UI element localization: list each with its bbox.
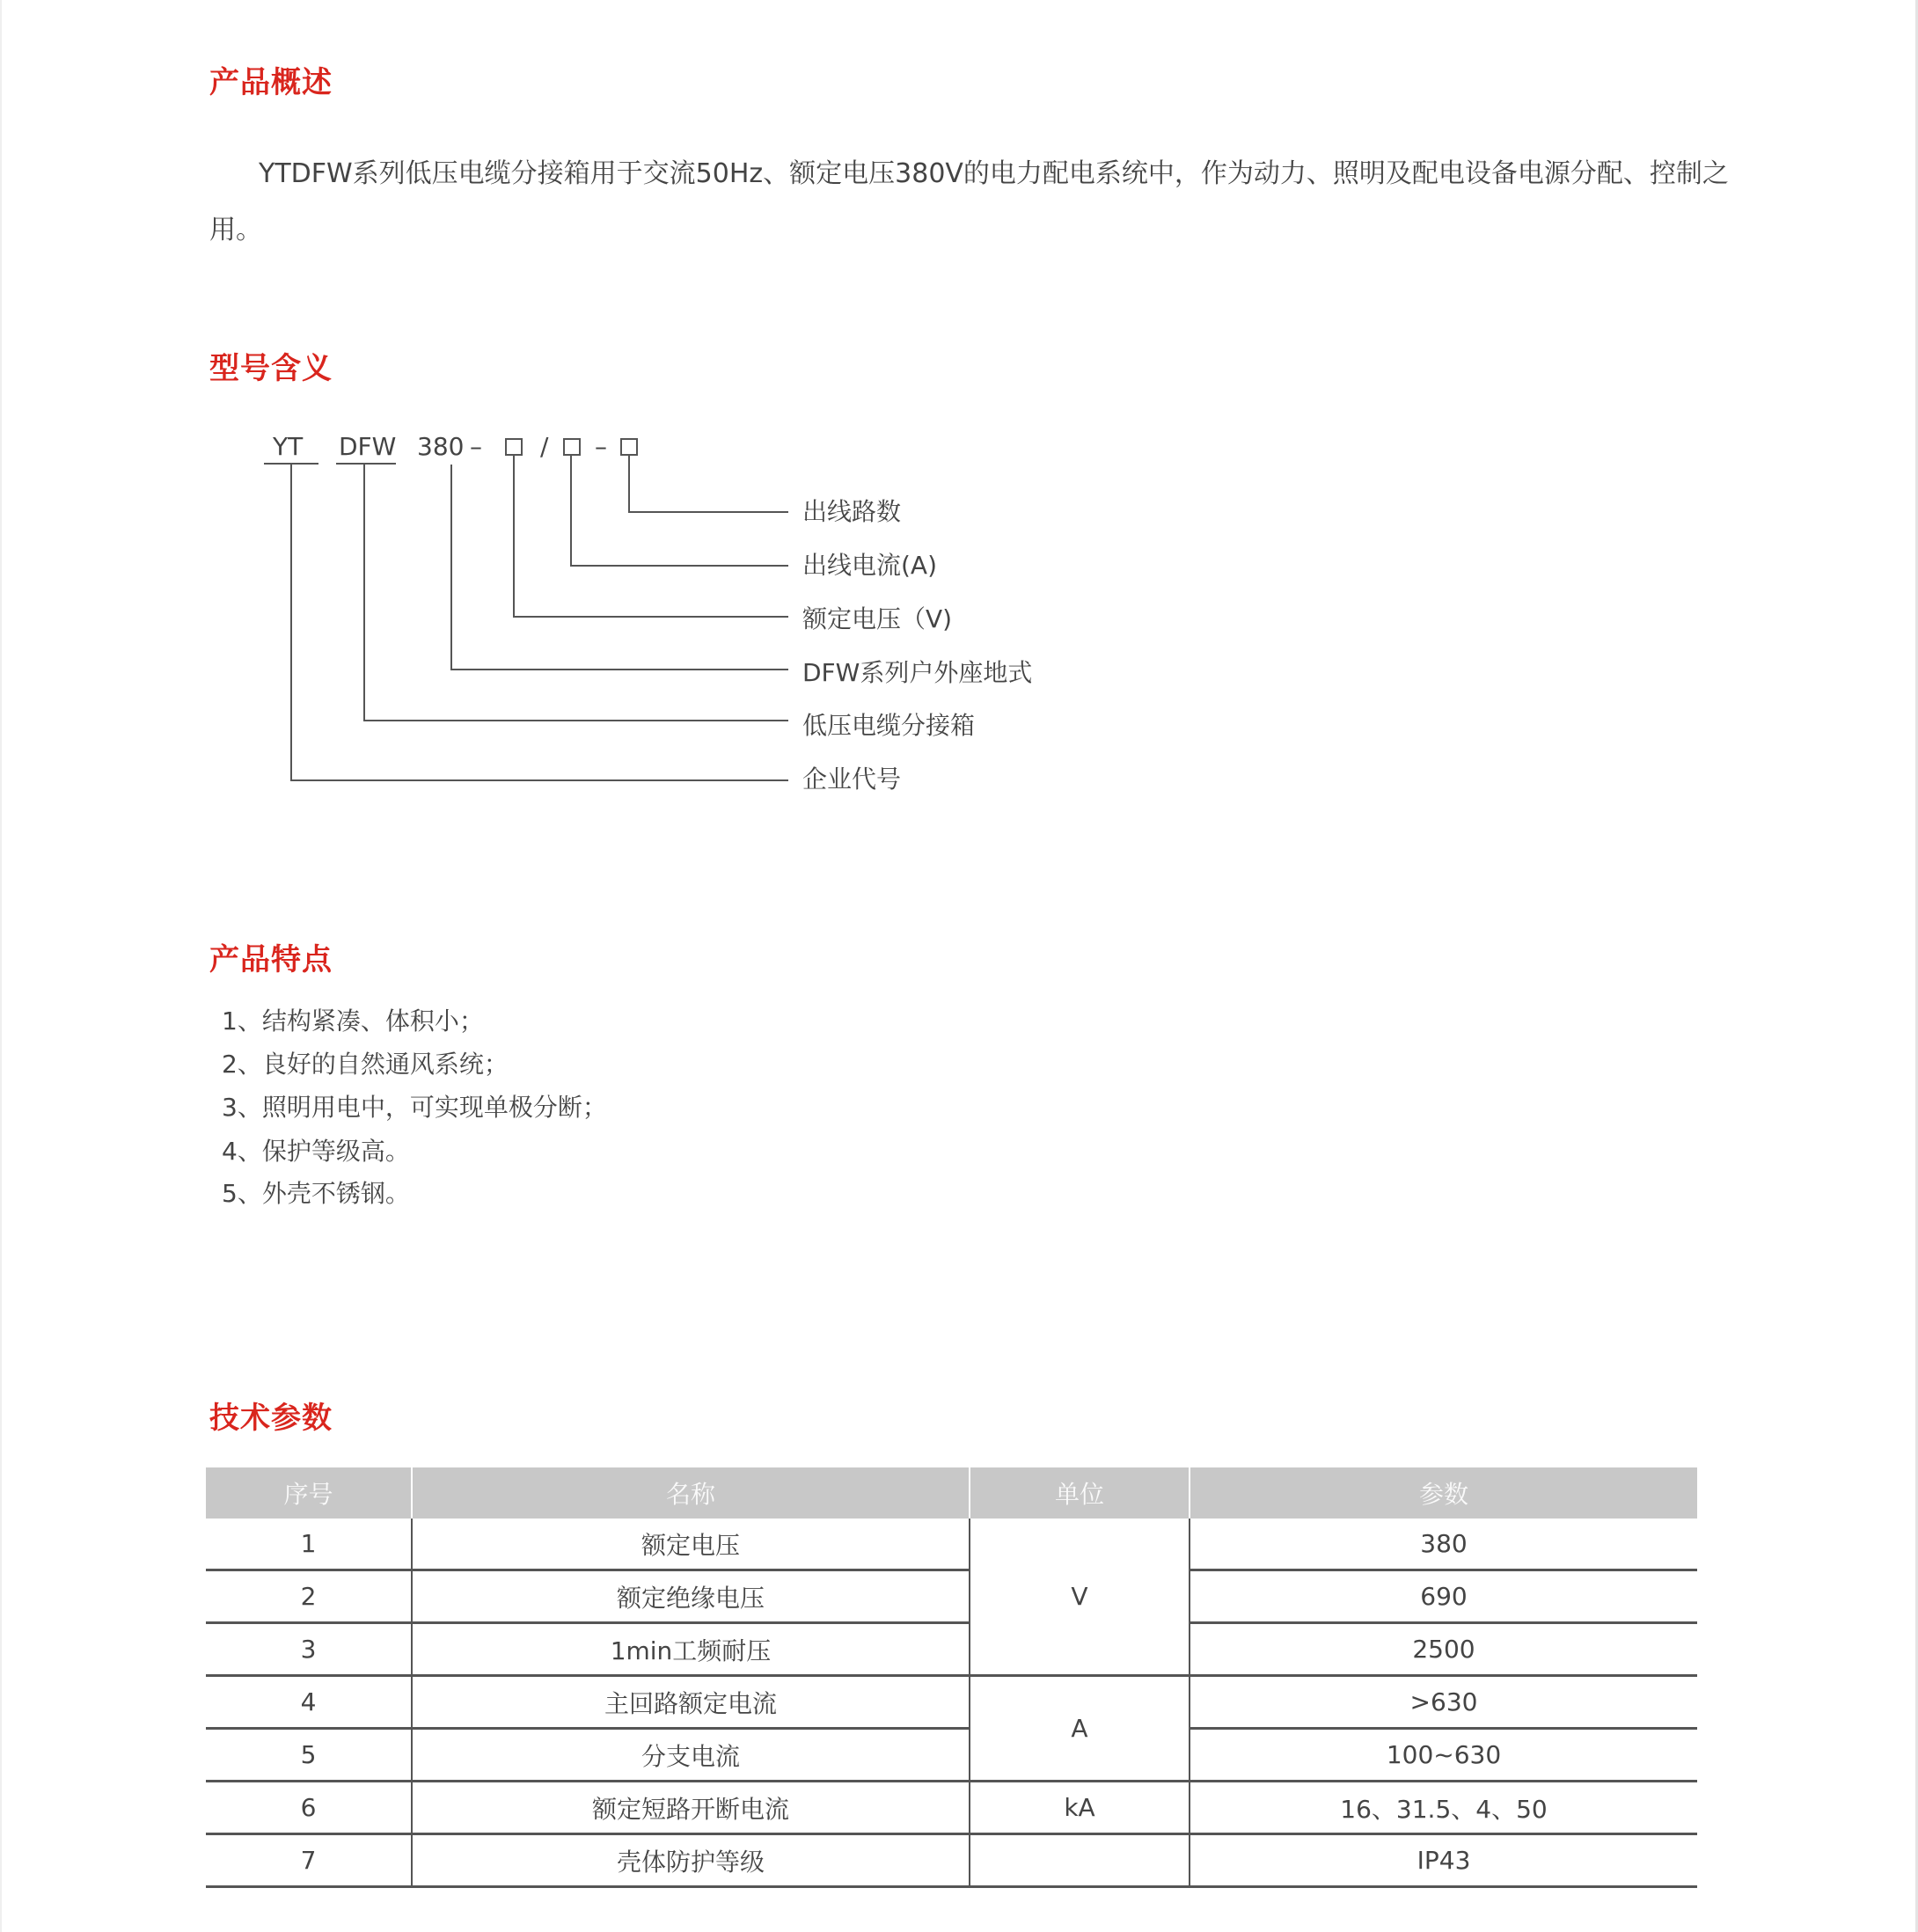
code-dash-2: – xyxy=(595,432,607,461)
connector-current-h xyxy=(570,565,788,567)
tech-table xyxy=(206,1467,1697,1888)
cell-value: >630 xyxy=(1190,1676,1697,1729)
overview-text: YTDFW系列低压电缆分接箱用于交流50Hz、额定电压380V的电力配电系统中，作为动力、照明及配电设备电源分配、控制之用。 xyxy=(209,158,1729,245)
overview-heading: 产品概述 xyxy=(209,65,333,100)
list-item: 2、良好的自然通风系统； xyxy=(222,1050,509,1079)
cell-unit-ka: kA xyxy=(970,1782,1190,1834)
connector-circuits-h xyxy=(628,511,788,513)
table-header-row xyxy=(206,1467,1697,1519)
model-label-company: 企业代号 xyxy=(802,765,902,794)
cell-no: 6 xyxy=(206,1782,412,1834)
cell-name: 分支电流 xyxy=(412,1729,970,1782)
code-slash: / xyxy=(540,432,549,461)
cell-no: 5 xyxy=(206,1729,412,1782)
cell-value: 100~630 xyxy=(1190,1729,1697,1782)
table-row xyxy=(206,1570,1697,1623)
list-item: 5、外壳不锈钢。 xyxy=(222,1179,410,1208)
model-label-circuits: 出线路数 xyxy=(802,497,902,526)
table-row xyxy=(206,1519,1697,1570)
cell-value: 16、31.5、4、50 xyxy=(1190,1782,1697,1834)
connector-current-v xyxy=(570,456,572,567)
col-header-no: 序号 xyxy=(206,1467,412,1519)
connector-yt-h xyxy=(290,779,788,781)
cell-name: 壳体防护等级 xyxy=(412,1834,970,1887)
tech-heading: 技术参数 xyxy=(209,1401,333,1436)
cell-no: 3 xyxy=(206,1623,412,1676)
connector-circuits-v xyxy=(628,456,630,513)
connector-series-v xyxy=(450,465,452,670)
cell-no: 4 xyxy=(206,1676,412,1729)
col-header-unit: 单位 xyxy=(970,1467,1190,1519)
table-row xyxy=(206,1676,1697,1729)
table-row xyxy=(206,1834,1697,1887)
model-label-series: DFW系列户外座地式 xyxy=(802,658,1033,687)
col-header-value: 参数 xyxy=(1190,1467,1697,1519)
code-dash-1: – xyxy=(470,432,482,461)
connector-voltage-v xyxy=(513,456,515,618)
list-item: 4、保护等级高。 xyxy=(222,1137,410,1166)
placeholder-box-voltage xyxy=(505,438,523,456)
cell-unit-a: A xyxy=(970,1676,1190,1782)
cell-name: 额定绝缘电压 xyxy=(412,1570,970,1623)
cell-name: 额定短路开断电流 xyxy=(412,1782,970,1834)
cell-value: 380 xyxy=(1190,1519,1697,1570)
model-heading: 型号含义 xyxy=(209,351,333,386)
cell-name: 1min工频耐压 xyxy=(412,1623,970,1676)
table-row xyxy=(206,1729,1697,1782)
table-row xyxy=(206,1623,1697,1676)
code-dfw-underline xyxy=(336,463,396,465)
cell-unit-blank xyxy=(970,1834,1190,1887)
cell-no: 1 xyxy=(206,1519,412,1570)
model-label-current: 出线电流(A) xyxy=(802,551,938,580)
placeholder-box-circuits xyxy=(620,438,638,456)
features-heading: 产品特点 xyxy=(209,942,333,977)
connector-yt-v xyxy=(290,465,292,781)
cell-no: 7 xyxy=(206,1834,412,1887)
cell-name: 额定电压 xyxy=(412,1519,970,1570)
connector-dfw-h xyxy=(363,720,788,721)
cell-value: IP43 xyxy=(1190,1834,1697,1887)
col-header-name: 名称 xyxy=(412,1467,970,1519)
cell-value: 2500 xyxy=(1190,1623,1697,1676)
cell-no: 2 xyxy=(206,1570,412,1623)
left-edge xyxy=(0,0,2,1932)
connector-series-h xyxy=(450,669,788,670)
model-label-box: 低压电缆分接箱 xyxy=(802,711,976,740)
code-yt: YT xyxy=(273,432,304,461)
placeholder-box-current xyxy=(563,438,581,456)
code-380: 380 xyxy=(417,432,465,461)
cell-value: 690 xyxy=(1190,1570,1697,1623)
model-label-voltage: 额定电压（V) xyxy=(802,604,953,633)
connector-dfw-v xyxy=(363,465,365,721)
cell-name: 主回路额定电流 xyxy=(412,1676,970,1729)
list-item: 3、照明用电中，可实现单极分断； xyxy=(222,1093,607,1122)
cell-unit-v: V xyxy=(970,1519,1190,1676)
connector-voltage-h xyxy=(513,616,788,618)
list-item: 1、结构紧凑、体积小； xyxy=(222,1006,484,1036)
code-dfw: DFW xyxy=(339,432,397,461)
table-row xyxy=(206,1782,1697,1834)
